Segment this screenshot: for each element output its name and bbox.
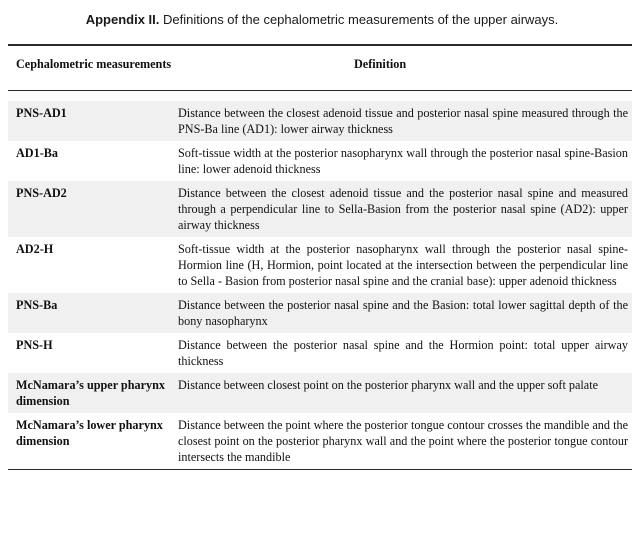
caption-text: Definitions of the cephalometric measurements of the upper airways. bbox=[159, 12, 559, 27]
table-bottom-rule bbox=[8, 469, 632, 470]
table-header bbox=[8, 46, 632, 91]
row-definition: Distance between the posterior nasal spine and the Hormion point: total upper airway thickness bbox=[178, 338, 628, 368]
row-term: PNS-AD2 bbox=[16, 186, 67, 200]
table-header-spacer bbox=[8, 91, 632, 101]
table-row bbox=[8, 373, 632, 413]
table-row bbox=[8, 181, 632, 237]
measurements-table bbox=[8, 44, 632, 470]
row-definition: Soft-tissue width at the posterior nasopharynx wall through the posterior nasal spine-Basion line: lower adenoid thickness bbox=[178, 146, 628, 176]
table-row bbox=[8, 237, 632, 293]
row-definition: Distance between the closest adenoid tissue and posterior nasal spine measured through the PNS-Ba line (AD1): lower airway thickness bbox=[178, 106, 628, 136]
table-caption bbox=[0, 12, 644, 27]
row-term: PNS-AD1 bbox=[16, 106, 67, 120]
table-row bbox=[8, 101, 632, 141]
row-definition: Distance between closest point on the posterior pharynx wall and the upper soft palate bbox=[178, 378, 599, 392]
table-row bbox=[8, 413, 632, 469]
row-term: PNS-H bbox=[16, 338, 53, 352]
row-definition: Distance between the closest adenoid tissue and the posterior nasal spine and measured through a perpendicular line to Sella-Basion from the posterior nasal spine (AD2): upper airway thickness bbox=[178, 186, 628, 232]
row-term: AD2-H bbox=[16, 242, 54, 256]
header-measurement: Cephalometric measurements bbox=[16, 57, 172, 71]
caption-label: Appendix II. bbox=[85, 12, 160, 27]
row-definition: Soft-tissue width at the posterior nasopharynx wall through the posterior nasal spine-Hormion line (H, Hormion, point located at the intersection between the perpendicular line to Sella - Basion from posterior nasal spine and the cranial base): upper adenoid thickness bbox=[178, 242, 628, 288]
row-definition: Distance between the point where the posterior tongue contour crosses the mandible and the closest point on the posterior pharynx wall and the point where the posterior tongue contour intersects the mandible bbox=[178, 418, 628, 464]
row-term: PNS-Ba bbox=[16, 298, 58, 312]
row-definition: Distance between the posterior nasal spine and the Basion: total lower sagittal depth of the bony nasopharynx bbox=[178, 298, 628, 328]
row-term: AD1-Ba bbox=[16, 146, 58, 160]
row-term: McNamara’s lower pharynx dimension bbox=[16, 418, 163, 448]
table-row bbox=[8, 293, 632, 333]
table-row bbox=[8, 141, 632, 181]
row-term: McNamara’s upper pharynx dimension bbox=[16, 378, 165, 408]
header-definition: Definition bbox=[354, 57, 407, 71]
table-row bbox=[8, 333, 632, 373]
